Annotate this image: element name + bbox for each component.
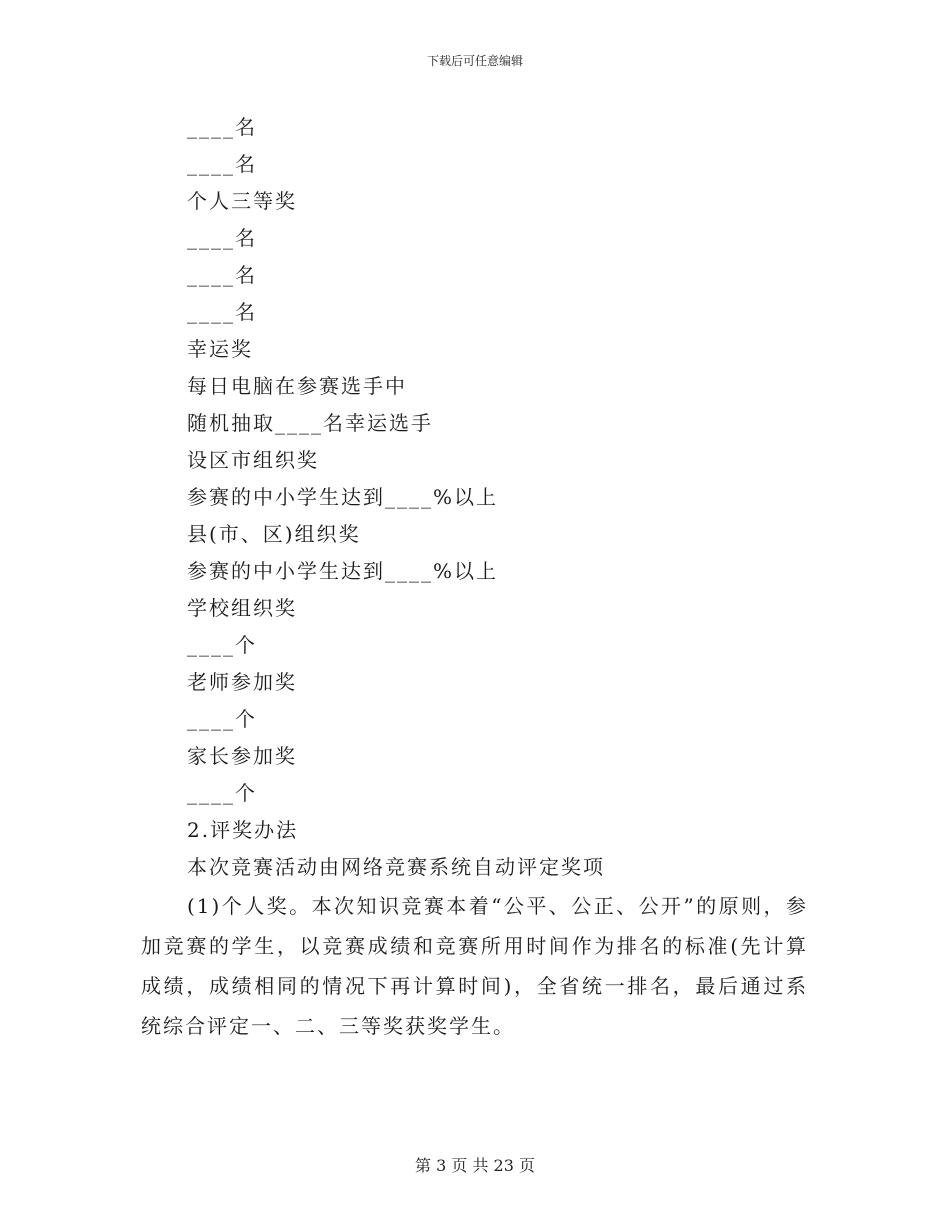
award-line: ____个 (187, 781, 257, 805)
award-line: 老师参加奖 (187, 670, 297, 694)
award-line: ____名 (187, 226, 257, 250)
award-line: 每日电脑在参赛选手中 (187, 374, 407, 398)
award-line: ____名 (187, 152, 257, 176)
individual-award-paragraph: (1)个人奖。本次知识竞赛本着“公平、公正、公开”的原则，参加竞赛的学生，以竞赛成绩和竞赛所用时间作为排名的标准(先计算成绩，成绩相同的情况下再计算时间)，全省统一排名，最后通过系统综合评定一、二、三等奖获奖学生。 (141, 894, 808, 1038)
award-line: ____名 (187, 300, 257, 324)
award-line: 县(市、区)组织奖 (187, 522, 361, 546)
evaluation-section (187, 815, 605, 889)
page-header: 下载后可任意编辑 (426, 54, 523, 68)
award-line: 个人三等奖 (187, 189, 297, 213)
page-footer: 第 3 页 共 23 页 (415, 1156, 535, 1175)
award-line: 参赛的中小学生达到____%以上 (187, 485, 499, 509)
award-line: 学校组织奖 (187, 596, 297, 620)
award-line: 设区市组织奖 (187, 448, 319, 472)
award-line: ____个 (187, 633, 257, 657)
award-line: 参赛的中小学生达到____%以上 (187, 559, 499, 583)
award-line: ____名 (187, 263, 257, 287)
award-list (187, 112, 498, 815)
section-intro: 本次竞赛活动由网络竞赛系统自动评定奖项 (187, 855, 605, 879)
award-line: 幸运奖 (187, 337, 253, 361)
award-line: ____名 (187, 115, 257, 139)
section-heading: 2.评奖办法 (187, 818, 299, 842)
award-line: 家长参加奖 (187, 744, 297, 768)
award-line: 随机抽取____名幸运选手 (187, 411, 433, 435)
award-line: ____个 (187, 707, 257, 731)
